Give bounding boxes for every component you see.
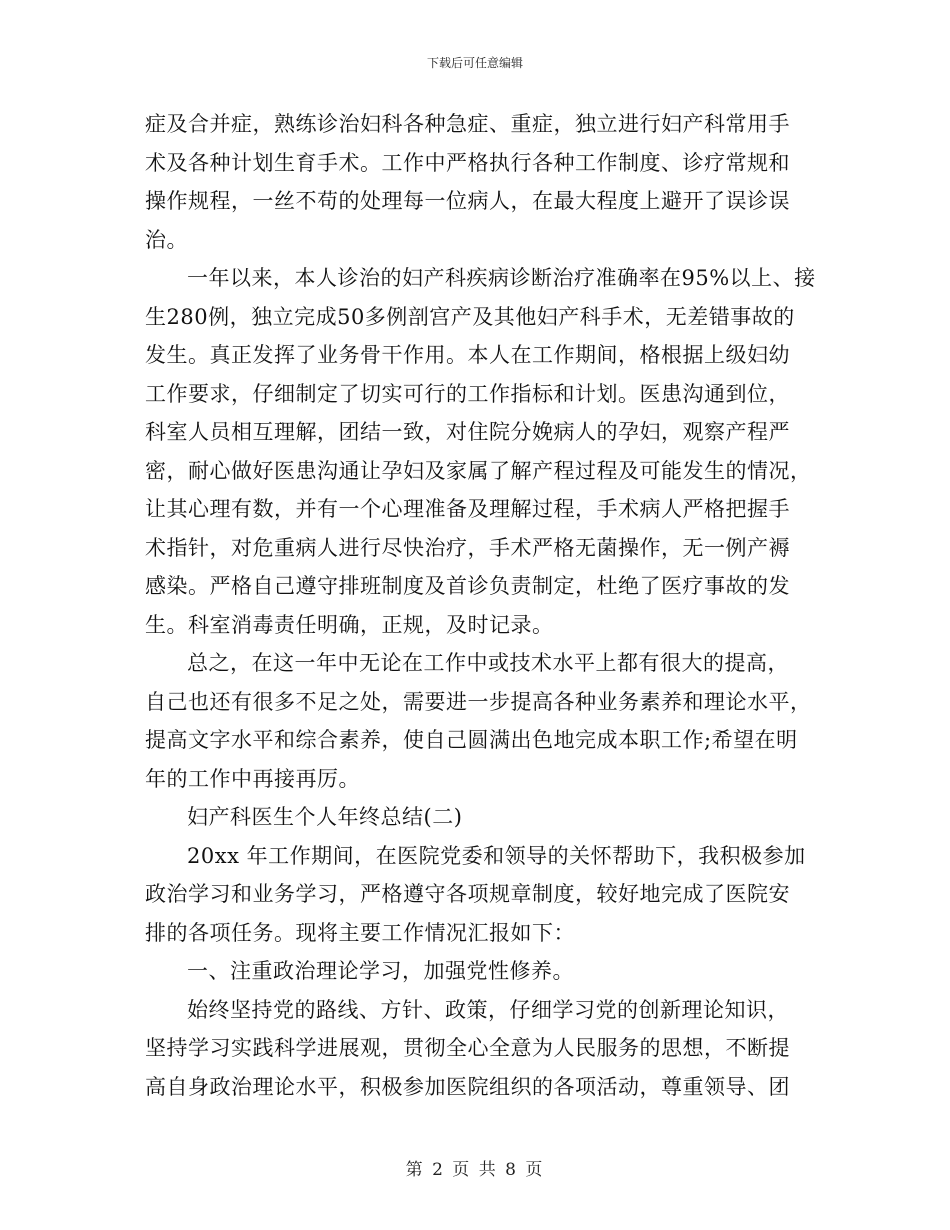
text-line: 发生。真正发挥了业务骨干作用。本人在工作期间，格根据上级妇幼 [145,343,790,367]
text-line: 生280例，独立完成50多例剖宫产及其他妇产科手术，无差错事故的 [145,304,795,329]
text-line: 总之，在这一年中无论在工作中或技术水平上都有很大的提高， [187,651,789,675]
text-line: 自己也还有很多不足之处，需要进一步提高各种业务素养和理论水平， [145,689,812,714]
text-line: 科室人员相互理解，团结一致，对住院分娩病人的孕妇，观察产程严 [145,420,790,444]
text-line: 治。 [145,227,188,252]
text-line: 政治学习和业务学习，严格遵守各项规章制度，较好地完成了医院安 [145,882,790,906]
text-line: 20xx 年工作期间，在医院党委和领导的关怀帮助下，我积极参加 [187,843,806,868]
text-line: 始终坚持党的路线、方针、政策，仔细学习党的创新理论知识， [187,997,789,1022]
text-line: 妇产科医生个人年终总结(二) [187,805,463,829]
text-line: 操作规程，一丝不苟的处理每一位病人，在最大程度上避开了误诊误 [145,189,790,213]
text-line: 症及合并症，熟练诊治妇科各种急症、重症，独立进行妇产科常用手 [145,112,790,136]
text-line: 工作要求，仔细制定了切实可行的工作指标和计划。医患沟通到位， [145,381,790,406]
text-line: 一年以来，本人诊治的妇产科疾病诊断治疗准确率在95%以上、接 [187,266,816,290]
page-header: 下载后可任意编辑 [426,56,523,70]
text-line: 术指针，对危重病人进行尽快治疗，手术严格无菌操作，无一例产褥 [145,535,790,560]
text-line: 高自身政治理论水平，积极参加医院组织的各项活动，尊重领导、团 [145,1074,790,1099]
document-body [145,105,816,1106]
text-line: 感染。严格自己遵守排班制度及首诊负责制定，杜绝了医疗事故的发 [145,574,790,598]
page-number: 第 2 页 共 8 页 [405,1160,545,1180]
text-line: 排的各项任务。现将主要工作情况汇报如下： [145,920,575,945]
text-line: 一、注重政治理论学习，加强党性修养。 [187,959,574,983]
text-line: 生。科室消毒责任明确，正规，及时记录。 [145,612,554,637]
text-line: 让其心理有数，并有一个心理准备及理解过程，手术病人严格把握手 [145,497,790,521]
text-line: 密，耐心做好医患沟通让孕妇及家属了解产程过程及可能发生的情况， [145,458,812,483]
text-line: 提高文字水平和综合素养，使自己圆满出色地完成本职工作;希望在明 [145,728,798,752]
text-line: 术及各种计划生育手术。工作中严格执行各种工作制度、诊疗常规和 [145,150,790,175]
text-line: 年的工作中再接再厉。 [145,766,360,791]
text-line: 坚持学习实践科学进展观，贯彻全心全意为人民服务的思想，不断提 [145,1036,790,1060]
